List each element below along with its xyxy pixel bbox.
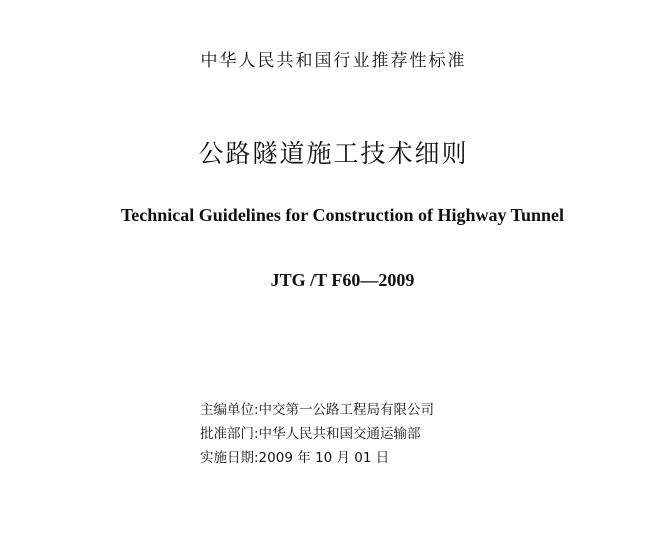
english-title: Technical Guidelines for Construction of Highway Tunnel [120,205,565,225]
standard-category: 中华人民共和国行业推荐性标准 [200,51,467,71]
approving-department: 批准部门:中华人民共和国交通运输部 [200,426,421,442]
standard-code: JTG /T F60—2009 [270,270,415,290]
publication-info [200,398,434,470]
chinese-title: 公路隧道施工技术细则 [198,139,469,168]
editor-unit: 主编单位:中交第一公路工程局有限公司 [200,402,435,418]
effective-date: 实施日期:2009 年 10 月 01 日 [200,450,390,466]
